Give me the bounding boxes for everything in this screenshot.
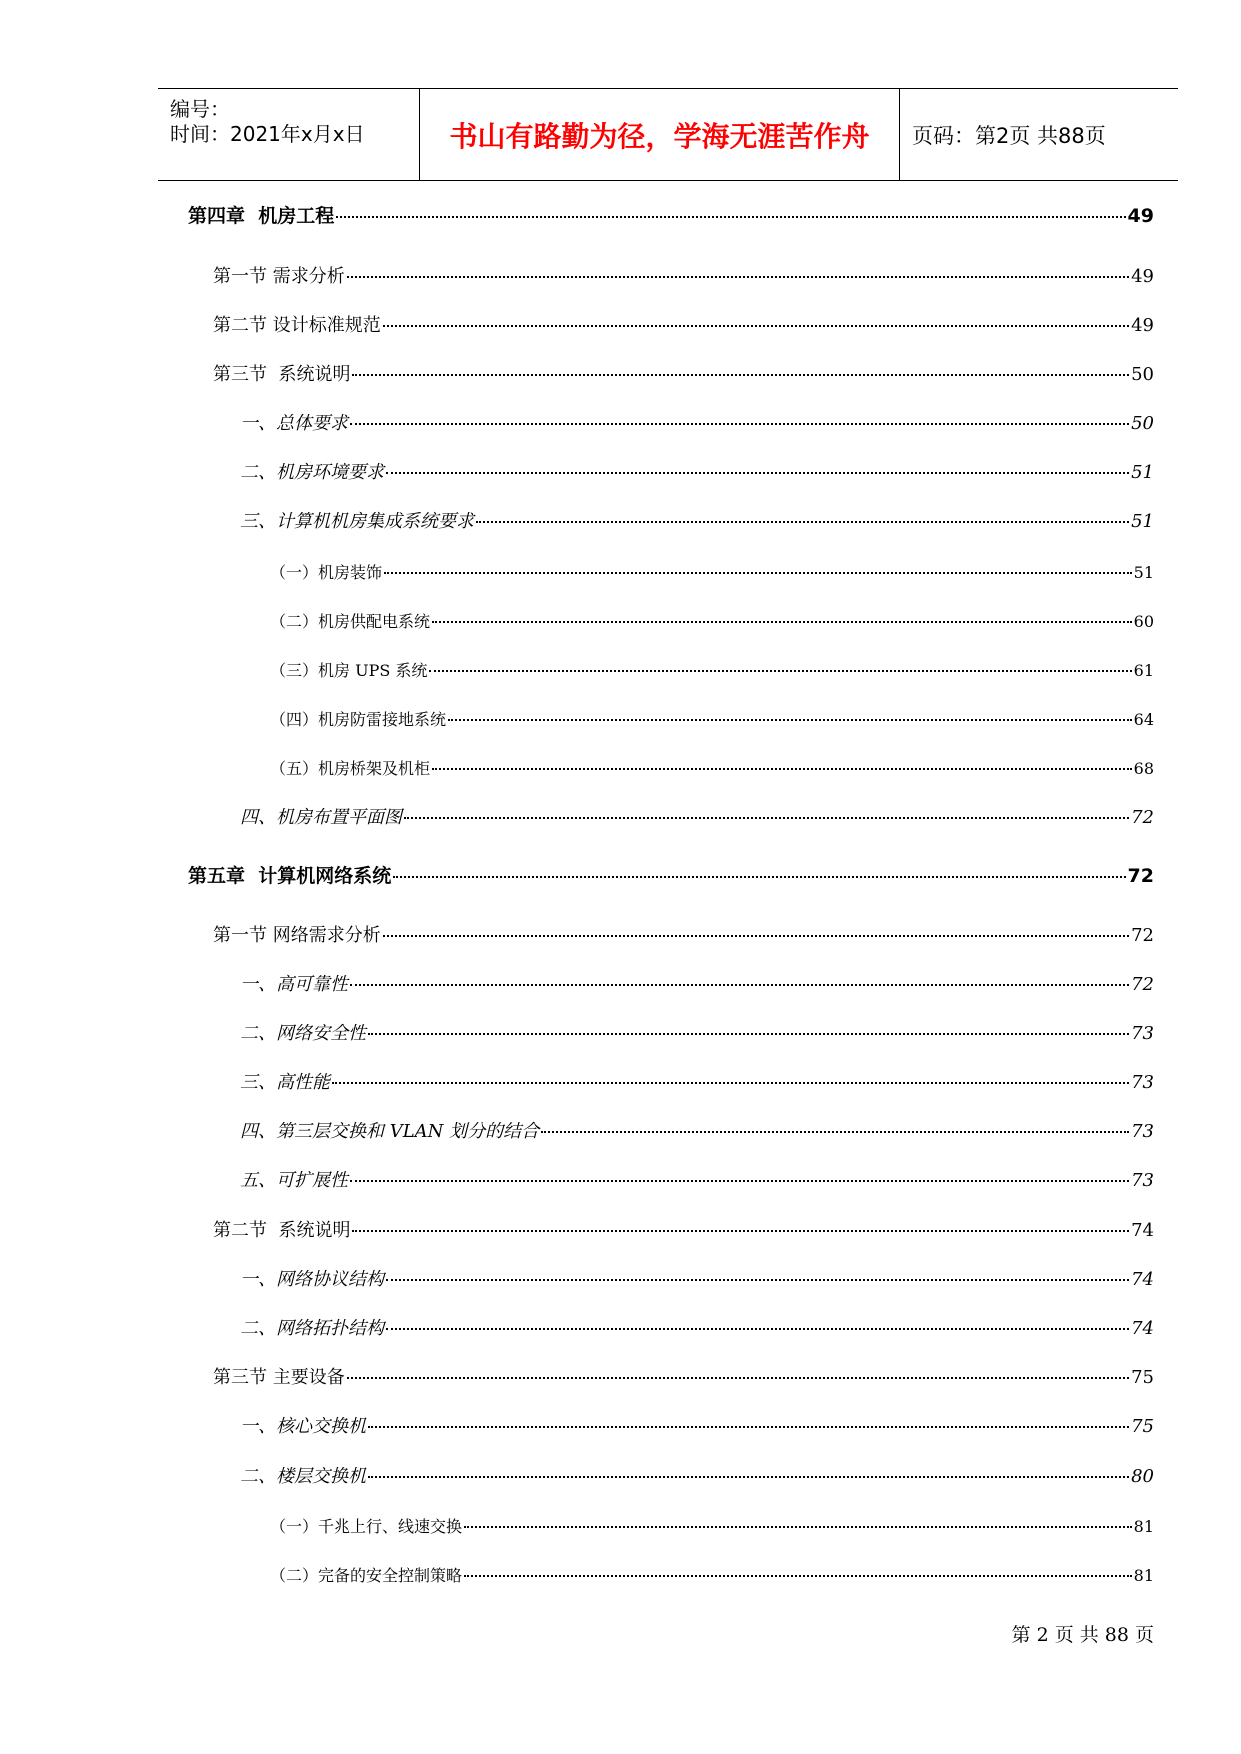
toc-leader-dots [350, 1180, 1129, 1182]
toc-entry-line [213, 1216, 1154, 1242]
toc-entry[interactable] [0, 258, 1241, 288]
toc-entry[interactable] [0, 917, 1241, 947]
toc-entry-line [240, 1117, 1154, 1143]
toc-entry-title: （二）机房供配电系统 [270, 612, 431, 631]
toc-leader-dots [368, 1033, 1129, 1035]
toc-entry-page: 75 [1131, 1367, 1154, 1388]
toc-leader-dots [347, 276, 1129, 278]
toc-entry-page: 74 [1131, 1318, 1154, 1339]
page-footer: 第 2 页 共 88 页 [1011, 1624, 1154, 1646]
toc-entry-line [240, 1314, 1154, 1340]
toc-entry-line [188, 861, 1154, 888]
toc-entry[interactable] [0, 1507, 1241, 1537]
toc-entry-page: 68 [1133, 759, 1154, 778]
toc-entry-page: 49 [1131, 266, 1154, 287]
toc-entry[interactable] [0, 1408, 1241, 1438]
toc-leader-dots [384, 572, 1132, 574]
toc-entry[interactable] [0, 602, 1241, 632]
toc-entry[interactable] [0, 966, 1241, 996]
toc-leader-dots [352, 1230, 1129, 1232]
toc-entry-page: 72 [1131, 925, 1154, 946]
toc-leader-dots [432, 621, 1132, 623]
toc-entry-line [270, 609, 1154, 632]
toc-leader-dots [383, 935, 1129, 937]
toc-leader-dots [347, 1377, 1129, 1379]
toc-leader-dots [432, 768, 1132, 770]
toc-entry-title: 一、总体要求 [240, 413, 348, 434]
toc-entry-line [240, 1068, 1154, 1094]
toc-entry-line [270, 560, 1154, 583]
toc-entry-title: 第三节 系统说明 [213, 364, 351, 385]
page-header [158, 88, 1178, 181]
toc-entry-line [213, 311, 1154, 337]
toc-leader-dots [393, 876, 1125, 878]
toc-entry-page: 51 [1131, 511, 1154, 532]
toc-entry-line [240, 507, 1154, 533]
toc-leader-dots [332, 1082, 1129, 1084]
toc-entry[interactable] [0, 1015, 1241, 1045]
header-page-info: 页码：第2页 共88页 [912, 123, 1106, 148]
toc-leader-dots [386, 472, 1129, 474]
toc-entry[interactable] [0, 858, 1241, 888]
toc-entry-title: 四、第三层交换和 VLAN 划分的结合 [240, 1121, 540, 1142]
toc-entry-page: 73 [1131, 1072, 1154, 1093]
toc-entry-line [240, 1462, 1154, 1488]
toc-entry-line [270, 1563, 1154, 1586]
toc-entry[interactable] [0, 1458, 1241, 1488]
toc-leader-dots [464, 1575, 1132, 1577]
number-label: 编号： [170, 97, 230, 121]
toc-entry-title: 五、可扩展性 [240, 1170, 348, 1191]
toc-entry-line [213, 262, 1154, 288]
toc-entry-page: 73 [1131, 1170, 1154, 1191]
toc-leader-dots [386, 1328, 1129, 1330]
toc-entry[interactable] [0, 356, 1241, 386]
toc-entry-page: 60 [1133, 612, 1154, 631]
toc-entry[interactable] [0, 799, 1241, 829]
header-meta [158, 89, 420, 180]
toc-entry-title: 四、机房布置平面图 [240, 807, 402, 828]
toc-entry-page: 74 [1131, 1220, 1154, 1241]
toc-entry[interactable] [0, 405, 1241, 435]
toc-entry-title: 一、核心交换机 [240, 1416, 366, 1437]
toc-entry-line [240, 1166, 1154, 1192]
toc-entry-title: （一）机房装饰 [270, 563, 383, 582]
toc-entry[interactable] [0, 1162, 1241, 1192]
toc-entry-title: 二、机房环境要求 [240, 462, 384, 483]
toc-entry-page: 72 [1131, 974, 1154, 995]
toc-leader-dots [352, 374, 1129, 376]
toc-entry-title: （四）机房防雷接地系统 [270, 710, 447, 729]
toc-entry-line [213, 1363, 1154, 1389]
toc-entry-title: 第四章 机房工程 [188, 205, 335, 227]
toc-entry[interactable] [0, 1556, 1241, 1586]
toc-entry[interactable] [0, 1359, 1241, 1389]
toc-entry-title: （二）完备的安全控制策略 [270, 1566, 463, 1585]
toc-entry-title: （一）千兆上行、线速交换 [270, 1517, 463, 1536]
toc-entry-page: 50 [1131, 413, 1154, 434]
toc-entry-page: 73 [1131, 1023, 1154, 1044]
toc-entry-line [240, 409, 1154, 435]
toc-leader-dots [383, 325, 1129, 327]
toc-leader-dots [429, 670, 1131, 672]
toc-entry-title: 第三节 主要设备 [213, 1367, 345, 1388]
toc-entry-title: 三、计算机机房集成系统要求 [240, 511, 474, 532]
toc-entry[interactable] [0, 749, 1241, 779]
header-motto [420, 89, 900, 180]
toc-leader-dots [541, 1131, 1129, 1133]
toc-leader-dots [464, 1526, 1132, 1528]
toc-entry[interactable] [0, 700, 1241, 730]
toc-entry[interactable] [0, 198, 1241, 228]
toc-entry-line [270, 658, 1154, 681]
toc-leader-dots [350, 423, 1129, 425]
toc-entry-line [240, 1412, 1154, 1438]
toc-entry-title: 第五章 计算机网络系统 [188, 865, 392, 887]
toc-entry-page: 72 [1131, 807, 1154, 828]
toc-entry-page: 80 [1131, 1466, 1154, 1487]
toc-leader-dots [448, 719, 1132, 721]
toc-entry[interactable] [0, 1310, 1241, 1340]
toc-entry[interactable] [0, 307, 1241, 337]
toc-entry-title: 一、高可靠性 [240, 974, 348, 995]
toc-entry-page: 51 [1133, 563, 1154, 582]
toc-entry-page: 49 [1131, 315, 1154, 336]
motto-text: 书山有路勤为径，学海无涯苦作舟 [449, 119, 870, 153]
toc-leader-dots [476, 521, 1129, 523]
toc-entry-line [213, 921, 1154, 947]
toc-leader-dots [368, 1426, 1129, 1428]
toc-entry-page: 81 [1133, 1566, 1154, 1585]
toc-leader-dots [404, 817, 1129, 819]
toc-entry-title: （五）机房桥架及机柜 [270, 759, 431, 778]
toc-entry-line [270, 707, 1154, 730]
toc-entry[interactable] [0, 1212, 1241, 1242]
toc-entry-title: 二、网络安全性 [240, 1023, 366, 1044]
toc-entry-page: 81 [1133, 1517, 1154, 1536]
toc-entry-page: 72 [1127, 865, 1154, 887]
toc-entry-line [240, 458, 1154, 484]
toc-entry[interactable] [0, 1113, 1241, 1143]
toc-leader-dots [350, 984, 1129, 986]
toc-entry[interactable] [0, 503, 1241, 533]
toc-entry-page: 49 [1127, 205, 1154, 227]
toc-entry-title: 二、网络拓扑结构 [240, 1318, 384, 1339]
toc-entry-line [270, 756, 1154, 779]
toc-entry-page: 75 [1131, 1416, 1154, 1437]
toc-entry-line [240, 970, 1154, 996]
toc-entry-line [188, 201, 1154, 228]
toc-entry-title: 第二节 系统说明 [213, 1220, 351, 1241]
toc-entry[interactable] [0, 454, 1241, 484]
toc-leader-dots [386, 1279, 1129, 1281]
toc-entry-title: 第一节 网络需求分析 [213, 925, 381, 946]
toc-entry-page: 64 [1133, 710, 1154, 729]
toc-leader-dots [368, 1476, 1129, 1478]
toc-entry[interactable] [0, 1261, 1241, 1291]
toc-entry-page: 61 [1133, 661, 1154, 680]
toc-entry-page: 74 [1131, 1269, 1154, 1290]
toc-entry-line [240, 803, 1154, 829]
toc-entry-title: （三）机房 UPS 系统 [270, 661, 428, 680]
toc-entry[interactable] [0, 1064, 1241, 1094]
toc-entry-title: 二、楼层交换机 [240, 1466, 366, 1487]
toc-entry[interactable] [0, 553, 1241, 583]
time-label: 时间：2021年x月x日 [170, 122, 365, 146]
toc-entry-title: 一、网络协议结构 [240, 1269, 384, 1290]
toc-entry-line [240, 1265, 1154, 1291]
toc-entry-page: 73 [1131, 1121, 1154, 1142]
toc-entry-title: 第一节 需求分析 [213, 266, 345, 287]
toc-entry-line [270, 1514, 1154, 1537]
toc-entry-title: 第二节 设计标准规范 [213, 315, 381, 336]
toc-entry-line [240, 1019, 1154, 1045]
toc-entry-line [213, 360, 1154, 386]
toc-entry-page: 50 [1131, 364, 1154, 385]
toc-leader-dots [336, 216, 1125, 218]
toc-entry[interactable] [0, 651, 1241, 681]
toc-entry-page: 51 [1131, 462, 1154, 483]
toc-entry-title: 三、高性能 [240, 1072, 330, 1093]
